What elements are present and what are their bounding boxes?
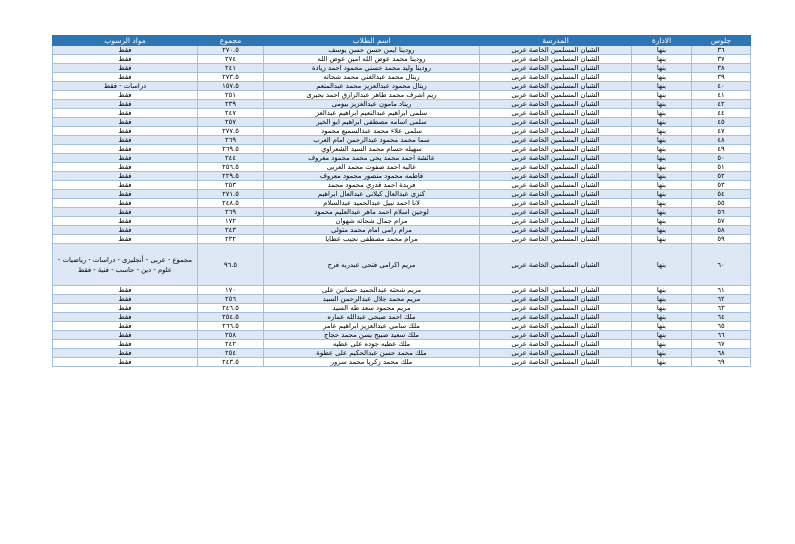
table-row	[53, 154, 751, 163]
cell-school: الشبان المسلمين الخاصة عربى	[480, 199, 632, 208]
header-failed: مواد الرسوب	[53, 36, 198, 46]
cell-admin: بنها	[632, 190, 692, 199]
table-row	[53, 331, 751, 340]
table-row	[53, 295, 751, 304]
header-admin: الادارة	[632, 36, 692, 46]
cell-admin: بنها	[632, 217, 692, 226]
cell-failed-subjects: فقط	[53, 199, 198, 208]
table-row	[53, 91, 751, 100]
cell-failed-subjects: فقط	[53, 286, 198, 295]
cell-student-name: رودينا ايمن حسن حسن يوسف	[264, 46, 480, 55]
cell-admin: بنها	[632, 46, 692, 55]
cell-total: ٢٢٩.٥	[198, 172, 264, 181]
results-sheet	[52, 35, 750, 367]
cell-failed-subjects: فقط	[53, 154, 198, 163]
table-row	[53, 313, 751, 322]
table-row	[53, 340, 751, 349]
cell-total: ٢٤٣	[198, 226, 264, 235]
cell-seat: ٤٤	[692, 109, 751, 118]
table-row	[53, 217, 751, 226]
cell-total: ٢٥٤	[198, 349, 264, 358]
cell-seat: ٥١	[692, 163, 751, 172]
cell-school: الشبان المسلمين الخاصة عربى	[480, 109, 632, 118]
cell-student-name: ريتال محمود عبدالعزيز محمد عبدالمنعم	[264, 82, 480, 91]
cell-admin: بنها	[632, 82, 692, 91]
cell-admin: بنها	[632, 349, 692, 358]
cell-admin: بنها	[632, 244, 692, 286]
cell-seat: ٦٨	[692, 349, 751, 358]
cell-total: ٢٦٩	[198, 208, 264, 217]
cell-school: الشبان المسلمين الخاصة عربى	[480, 304, 632, 313]
cell-admin: بنها	[632, 163, 692, 172]
cell-seat: ٣٩	[692, 73, 751, 82]
cell-total: ١٧٠	[198, 286, 264, 295]
cell-failed-subjects: فقط	[53, 208, 198, 217]
cell-total: ٢٥٣	[198, 181, 264, 190]
cell-total: ٢٥١	[198, 91, 264, 100]
cell-school: الشبان المسلمين الخاصة عربى	[480, 136, 632, 145]
cell-total: ٢٦٩.٥	[198, 145, 264, 154]
cell-admin: بنها	[632, 286, 692, 295]
cell-school: الشبان المسلمين الخاصة عربى	[480, 226, 632, 235]
cell-student-name: ملك محمد زكريا محمد سرور	[264, 358, 480, 367]
cell-failed-subjects: فقط	[53, 295, 198, 304]
cell-admin: بنها	[632, 304, 692, 313]
cell-total: ٢٦٩	[198, 136, 264, 145]
cell-seat: ٤٥	[692, 118, 751, 127]
cell-failed-subjects: فقط	[53, 235, 198, 244]
header-row	[53, 36, 751, 46]
cell-seat: ٦٣	[692, 304, 751, 313]
cell-failed-subjects: فقط	[53, 190, 198, 199]
cell-student-name: ملك سعيد صبيح يسن محمد حجاج	[264, 331, 480, 340]
table-row	[53, 55, 751, 64]
cell-seat: ٤٨	[692, 136, 751, 145]
cell-school: الشبان المسلمين الخاصة عربى	[480, 145, 632, 154]
cell-seat: ٥٨	[692, 226, 751, 235]
cell-admin: بنها	[632, 127, 692, 136]
cell-total: ٢٤١	[198, 64, 264, 73]
cell-student-name: سما محمد محمود عبدالرحمن امام العرب	[264, 136, 480, 145]
cell-school: الشبان المسلمين الخاصة عربى	[480, 46, 632, 55]
cell-failed-subjects: فقط	[53, 217, 198, 226]
cell-total: ٢٦٦.٥	[198, 322, 264, 331]
table-row	[53, 163, 751, 172]
cell-student-name: مريم شحته عبدالحميد حسانين على	[264, 286, 480, 295]
cell-student-name: رودينا وليد محمد حسني محمود احمد زيادة	[264, 64, 480, 73]
cell-student-name: عائشة احمد محمد يحى محمد محمود معروف	[264, 154, 480, 163]
cell-seat: ٥٣	[692, 181, 751, 190]
table-row	[53, 145, 751, 154]
cell-failed-subjects: فقط	[53, 55, 198, 64]
cell-school: الشبان المسلمين الخاصة عربى	[480, 295, 632, 304]
cell-school: الشبان المسلمين الخاصة عربى	[480, 244, 632, 286]
table-row	[53, 208, 751, 217]
table-header	[53, 36, 751, 46]
cell-student-name: كنزى عبدالعال كيلانى عبدالعال ابراهيم	[264, 190, 480, 199]
cell-school: الشبان المسلمين الخاصة عربى	[480, 235, 632, 244]
cell-admin: بنها	[632, 331, 692, 340]
cell-failed-subjects: فقط	[53, 46, 198, 55]
cell-school: الشبان المسلمين الخاصة عربى	[480, 100, 632, 109]
cell-failed-subjects: دراسات - فقط	[53, 82, 198, 91]
cell-total: ٢٥٦.٥	[198, 163, 264, 172]
cell-seat: ٤٩	[692, 145, 751, 154]
cell-failed-subjects: فقط	[53, 91, 198, 100]
cell-admin: بنها	[632, 199, 692, 208]
table-row	[53, 286, 751, 295]
cell-seat: ٦٢	[692, 295, 751, 304]
cell-student-name: مريم اكرامى فتحى عبدربه فرج	[264, 244, 480, 286]
cell-school: الشبان المسلمين الخاصة عربى	[480, 118, 632, 127]
cell-failed-subjects: فقط	[53, 64, 198, 73]
cell-school: الشبان المسلمين الخاصة عربى	[480, 163, 632, 172]
cell-seat: ٥٦	[692, 208, 751, 217]
cell-student-name: مريم محمد جلال عبدالرحمن السيد	[264, 295, 480, 304]
header-seat: جلوس	[692, 36, 751, 46]
cell-student-name: ملك عطيه جوده على عطيه	[264, 340, 480, 349]
table-row	[53, 172, 751, 181]
cell-total: ٢٤٨.٥	[198, 199, 264, 208]
cell-admin: بنها	[632, 73, 692, 82]
cell-school: الشبان المسلمين الخاصة عربى	[480, 127, 632, 136]
table-row	[53, 82, 751, 91]
cell-admin: بنها	[632, 295, 692, 304]
cell-school: الشبان المسلمين الخاصة عربى	[480, 190, 632, 199]
cell-failed-subjects: فقط	[53, 73, 198, 82]
cell-school: الشبان المسلمين الخاصة عربى	[480, 91, 632, 100]
cell-admin: بنها	[632, 145, 692, 154]
cell-failed-subjects: مجموع - عربى - أنجليزى - دراسات - رياضيات - علوم - دين - حاسب - فنية - فقط	[53, 244, 198, 286]
table-row	[53, 136, 751, 145]
header-name: اسم الطلاب	[264, 36, 480, 46]
cell-seat: ٦٧	[692, 340, 751, 349]
table-row	[53, 244, 751, 286]
table-row	[53, 226, 751, 235]
cell-failed-subjects: فقط	[53, 313, 198, 322]
cell-total: ٢٤٤	[198, 154, 264, 163]
cell-failed-subjects: فقط	[53, 118, 198, 127]
table-row	[53, 358, 751, 367]
cell-student-name: ريم اشرف محمد طاهر عبدالرازق احمد بحيرى	[264, 91, 480, 100]
cell-student-name: سلمى ابراهيم عبدالنعيم ابراهيم عبدالعز	[264, 109, 480, 118]
cell-total: ٢٧١.٥	[198, 190, 264, 199]
cell-seat: ٤٧	[692, 127, 751, 136]
cell-student-name: مرام محمد مصطفى نجيب عطايا	[264, 235, 480, 244]
cell-admin: بنها	[632, 226, 692, 235]
cell-seat: ٦٠	[692, 244, 751, 286]
cell-total: ٢٤٦.٥	[198, 304, 264, 313]
cell-total: ١٧٢	[198, 217, 264, 226]
cell-admin: بنها	[632, 118, 692, 127]
cell-failed-subjects: فقط	[53, 127, 198, 136]
table-row	[53, 100, 751, 109]
cell-failed-subjects: فقط	[53, 304, 198, 313]
cell-failed-subjects: فقط	[53, 322, 198, 331]
header-total: مجموع	[198, 36, 264, 46]
cell-admin: بنها	[632, 313, 692, 322]
cell-failed-subjects: فقط	[53, 340, 198, 349]
cell-total: ٢٥٦	[198, 295, 264, 304]
cell-school: الشبان المسلمين الخاصة عربى	[480, 286, 632, 295]
cell-seat: ٣٧	[692, 55, 751, 64]
cell-seat: ٦٥	[692, 322, 751, 331]
cell-seat: ٦٩	[692, 358, 751, 367]
cell-failed-subjects: فقط	[53, 358, 198, 367]
cell-failed-subjects: فقط	[53, 226, 198, 235]
cell-school: الشبان المسلمين الخاصة عربى	[480, 181, 632, 190]
table-row	[53, 181, 751, 190]
cell-admin: بنها	[632, 109, 692, 118]
cell-school: الشبان المسلمين الخاصة عربى	[480, 172, 632, 181]
cell-total: ٢٧٣.٥	[198, 73, 264, 82]
cell-student-name: ريناد مامون عبدالعزيز بيومى	[264, 100, 480, 109]
cell-seat: ٥٩	[692, 235, 751, 244]
cell-total: ٢٤٧	[198, 109, 264, 118]
table-row	[53, 322, 751, 331]
cell-failed-subjects: فقط	[53, 163, 198, 172]
cell-student-name: فريدة احمد قدري محمود محمد	[264, 181, 480, 190]
cell-student-name: لوجين اسلام احمد ماهر عبدالعليم محمود	[264, 208, 480, 217]
cell-school: الشبان المسلمين الخاصة عربى	[480, 82, 632, 91]
cell-admin: بنها	[632, 91, 692, 100]
cell-total: ٢٣٢	[198, 235, 264, 244]
cell-student-name: سهيله حسام محمد السيد الشعراوي	[264, 145, 480, 154]
table-row	[53, 109, 751, 118]
table-row	[53, 127, 751, 136]
cell-seat: ٤٠	[692, 82, 751, 91]
cell-failed-subjects: فقط	[53, 181, 198, 190]
table-row	[53, 304, 751, 313]
cell-school: الشبان المسلمين الخاصة عربى	[480, 73, 632, 82]
cell-student-name: سلمى اسامه مصطفى ابراهيم ابو الخير	[264, 118, 480, 127]
cell-seat: ٥٧	[692, 217, 751, 226]
cell-school: الشبان المسلمين الخاصة عربى	[480, 322, 632, 331]
cell-seat: ٤١	[692, 91, 751, 100]
cell-school: الشبان المسلمين الخاصة عربى	[480, 313, 632, 322]
cell-failed-subjects: فقط	[53, 136, 198, 145]
cell-total: ٩٦.٥	[198, 244, 264, 286]
cell-student-name: فاطمه محمود منصور محمود معروف	[264, 172, 480, 181]
table-row	[53, 349, 751, 358]
cell-failed-subjects: فقط	[53, 100, 198, 109]
cell-failed-subjects: فقط	[53, 331, 198, 340]
cell-failed-subjects: فقط	[53, 172, 198, 181]
cell-student-name: ملك سامي عبدالعزيز ابراهيم عامر	[264, 322, 480, 331]
cell-seat: ٥٥	[692, 199, 751, 208]
cell-admin: بنها	[632, 136, 692, 145]
cell-seat: ٣٨	[692, 64, 751, 73]
cell-admin: بنها	[632, 100, 692, 109]
cell-seat: ٣٦	[692, 46, 751, 55]
cell-admin: بنها	[632, 208, 692, 217]
cell-student-name: ريتال محمد عبدالغني محمد شحاته	[264, 73, 480, 82]
cell-total: ٢٥٧	[198, 118, 264, 127]
header-school: المدرسة	[480, 36, 632, 46]
table-body	[53, 46, 751, 367]
cell-admin: بنها	[632, 181, 692, 190]
table-row	[53, 235, 751, 244]
cell-seat: ٤٢	[692, 100, 751, 109]
cell-student-name: ملك احمد صبحى عبدالله عماره	[264, 313, 480, 322]
table-row	[53, 199, 751, 208]
cell-student-name: مرام رامى امام محمد متولى	[264, 226, 480, 235]
cell-seat: ٥٤	[692, 190, 751, 199]
cell-admin: بنها	[632, 64, 692, 73]
cell-school: الشبان المسلمين الخاصة عربى	[480, 349, 632, 358]
cell-failed-subjects: فقط	[53, 349, 198, 358]
cell-student-name: مريم محمود سعد طه السيد	[264, 304, 480, 313]
cell-seat: ٥٢	[692, 172, 751, 181]
cell-failed-subjects: فقط	[53, 145, 198, 154]
cell-seat: ٦٦	[692, 331, 751, 340]
cell-student-name: لانا احمد نبيل عبدالحميد عبدالسلام	[264, 199, 480, 208]
cell-school: الشبان المسلمين الخاصة عربى	[480, 154, 632, 163]
cell-admin: بنها	[632, 322, 692, 331]
cell-student-name: ملك محمد حسن عبدالحكيم على عطوة	[264, 349, 480, 358]
cell-seat: ٦١	[692, 286, 751, 295]
cell-admin: بنها	[632, 154, 692, 163]
cell-total: ١٥٧.٥	[198, 82, 264, 91]
table-row	[53, 64, 751, 73]
cell-school: الشبان المسلمين الخاصة عربى	[480, 217, 632, 226]
cell-school: الشبان المسلمين الخاصة عربى	[480, 331, 632, 340]
results-table	[52, 35, 751, 367]
cell-admin: بنها	[632, 358, 692, 367]
cell-student-name: مرام جمال شحاته شهوان	[264, 217, 480, 226]
cell-admin: بنها	[632, 340, 692, 349]
cell-total: ٢٤٢	[198, 340, 264, 349]
cell-seat: ٦٤	[692, 313, 751, 322]
cell-school: الشبان المسلمين الخاصة عربى	[480, 340, 632, 349]
cell-school: الشبان المسلمين الخاصة عربى	[480, 55, 632, 64]
cell-total: ٢٣٩	[198, 100, 264, 109]
table-row	[53, 118, 751, 127]
cell-total: ٢٧٠.٥	[198, 46, 264, 55]
cell-total: ٢٤٣.٥	[198, 358, 264, 367]
cell-seat: ٥٠	[692, 154, 751, 163]
table-row	[53, 190, 751, 199]
cell-school: الشبان المسلمين الخاصة عربى	[480, 358, 632, 367]
cell-total: ٢٧٤	[198, 55, 264, 64]
cell-school: الشبان المسلمين الخاصة عربى	[480, 208, 632, 217]
cell-student-name: عاليه احمد صفوت محمد العربى	[264, 163, 480, 172]
table-row	[53, 46, 751, 55]
cell-admin: بنها	[632, 55, 692, 64]
cell-student-name: سلمى علاء محمد عبدالسميع محمود	[264, 127, 480, 136]
cell-student-name: رودينا محمد عوض الله امين عوض الله	[264, 55, 480, 64]
table-row	[53, 73, 751, 82]
cell-school: الشبان المسلمين الخاصة عربى	[480, 64, 632, 73]
cell-total: ٢٥٤.٥	[198, 313, 264, 322]
cell-total: ٢٥٨	[198, 331, 264, 340]
cell-total: ٢٧٧.٥	[198, 127, 264, 136]
cell-admin: بنها	[632, 172, 692, 181]
cell-admin: بنها	[632, 235, 692, 244]
cell-failed-subjects: فقط	[53, 109, 198, 118]
